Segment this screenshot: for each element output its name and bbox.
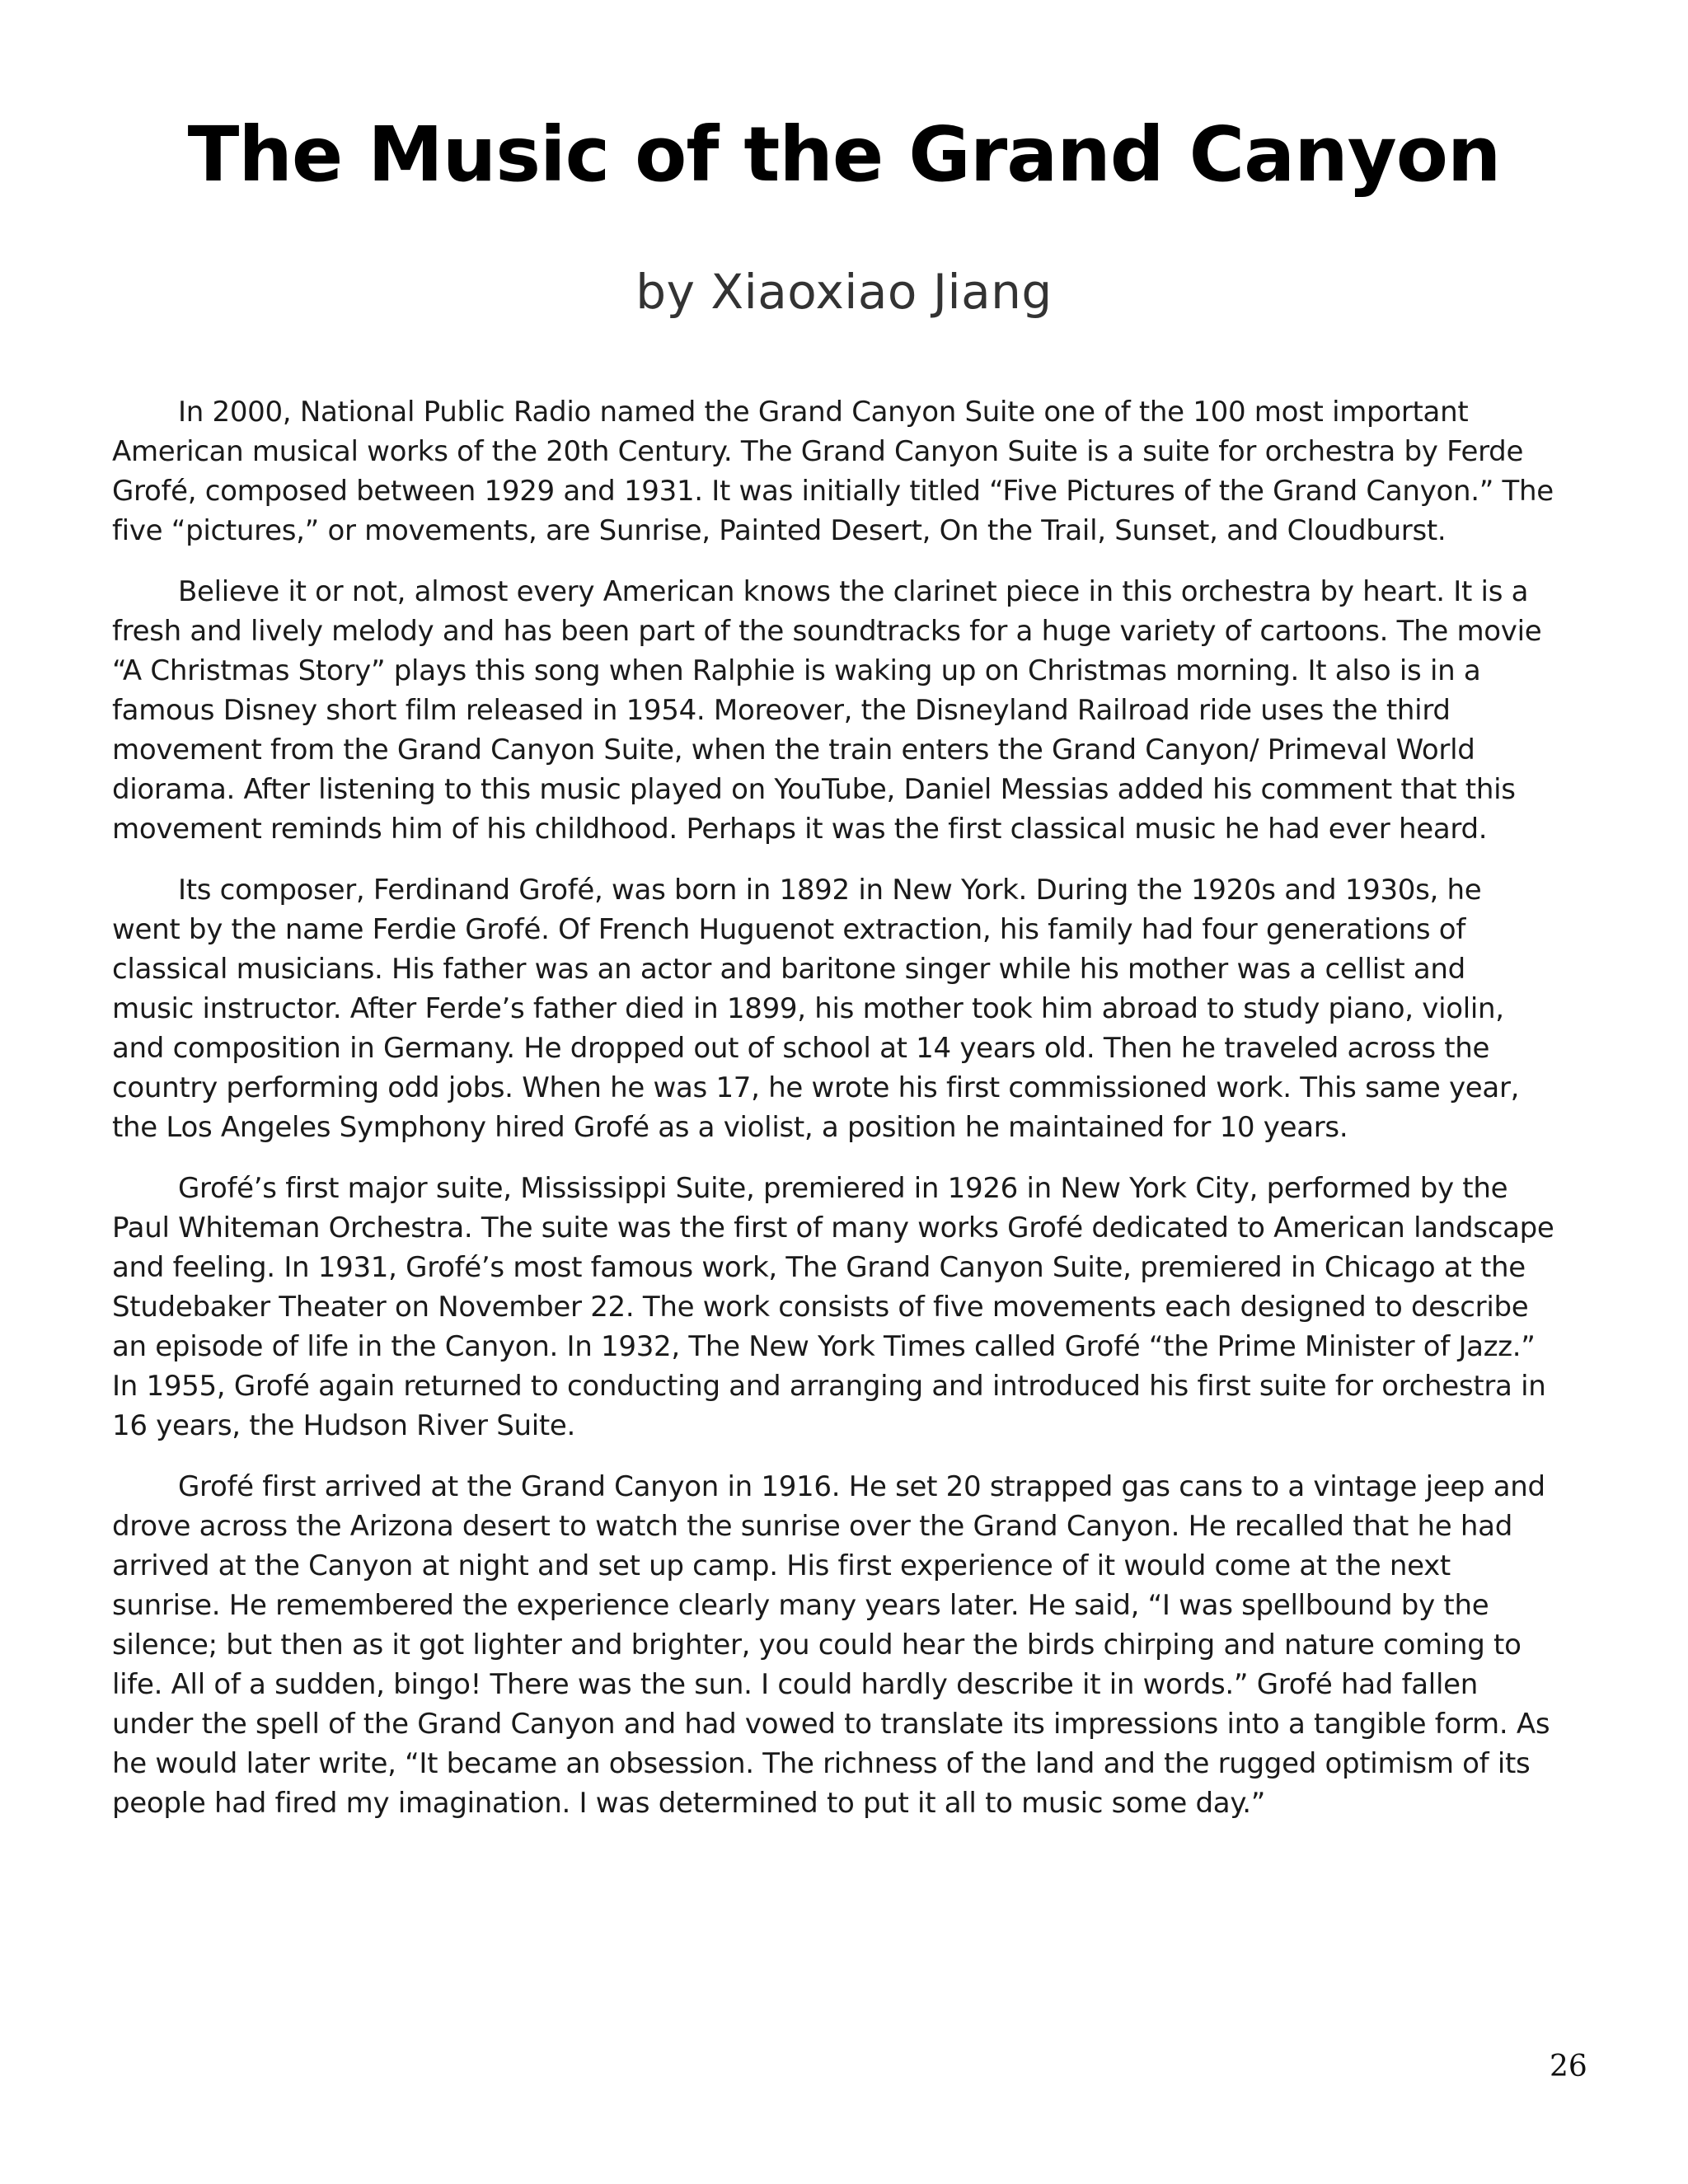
author-byline: by Xiaoxiao Jiang [635,264,1053,320]
article-body [112,392,1554,1844]
page-title: The Music of the Grand Canyon [187,110,1501,199]
paragraph: Believe it or not, almost every American knows the clarinet piece in this orchestra by heart. It is a fresh and lively melody and has been part of the soundtracks for a huge variety of cartoons. The movie “A Christmas Story” plays this song when Ralphie is waking up on Christmas morning. It also is in a famous Disney short film released in 1954. Moreover, the Disneyland Railroad ride uses the third movement from the Grand Canyon Suite, when the train enters the Grand Canyon/ Primeval World diorama. After listening to this music played on YouTube, Daniel Messias added his comment that this movement reminds him of his childhood. Perhaps it was the first classical music he had ever heard. [112,575,1542,846]
paragraph: In 2000, National Public Radio named the Grand Canyon Suite one of the 100 most important American musical works of the 20th Century. The Grand Canyon Suite is a suite for orchestra by Ferde Grofé, composed between 1929 and 1931. It was initially titled “Five Pictures of the Grand Canyon.” The five “pictures,” or movements, are Sunrise, Painted Desert, On the Trail, Sunset, and Cloudburst. [112,396,1554,547]
paragraph: Grofé’s first major suite, Mississippi Suite, premiered in 1926 in New York City, performed by the Paul Whiteman Orchestra. The suite was the first of many works Grofé dedicated to American landscape and feeling. In 1931, Grofé’s most famous work, The Grand Canyon Suite, premiered in Chicago at the Studebaker Theater on November 22. The work consists of five movements each designed to describe an episode of life in the Canyon. In 1932, The New York Times called Grofé “the Prime Minister of Jazz.” In 1955, Grofé again returned to conducting and arranging and introduced his first suite for orchestra in 16 years, the Hudson River Suite. [112,1172,1554,1442]
paragraph: Its composer, Ferdinand Grofé, was born in 1892 in New York. During the 1920s and 1930s, he went by the name Ferdie Grofé. Of French Huguenot extraction, his family had four generations of classical musicians. His father was an actor and baritone singer while his mother was a cellist and music instructor. After Ferde’s father died in 1899, his mother took him abroad to study piano, violin, and composition in Germany. He dropped out of school at 14 years old. Then he traveled across the country performing odd jobs. When he was 17, he wrote his first commissioned work. This same year, the Los Angeles Symphony hired Grofé as a violist, a position he maintained for 10 years. [112,874,1520,1144]
paragraph: Grofé first arrived at the Grand Canyon in 1916. He set 20 strapped gas cans to a vintage jeep and drove across the Arizona desert to watch the sunrise over the Grand Canyon. He recalled that he had arrived at the Canyon at night and set up camp. His first experience of it would come at the next sunrise. He remembered the experience clearly many years later. He said, “I was spellbound by the silence; but then as it got lighter and brighter, you could hear the birds chirping and nature coming to life. All of a sudden, bingo! There was the sun. I could hardly describe it in words.” Grofé had fallen under the spell of the Grand Canyon and had vowed to translate its impressions into a tangible form. As he would later write, “It became an obsession. The richness of the land and the rugged optimism of its people had fired my imagination. I was determined to put it all to music some day.” [112,1470,1550,1820]
page-number: 26 [1550,2050,1587,2083]
